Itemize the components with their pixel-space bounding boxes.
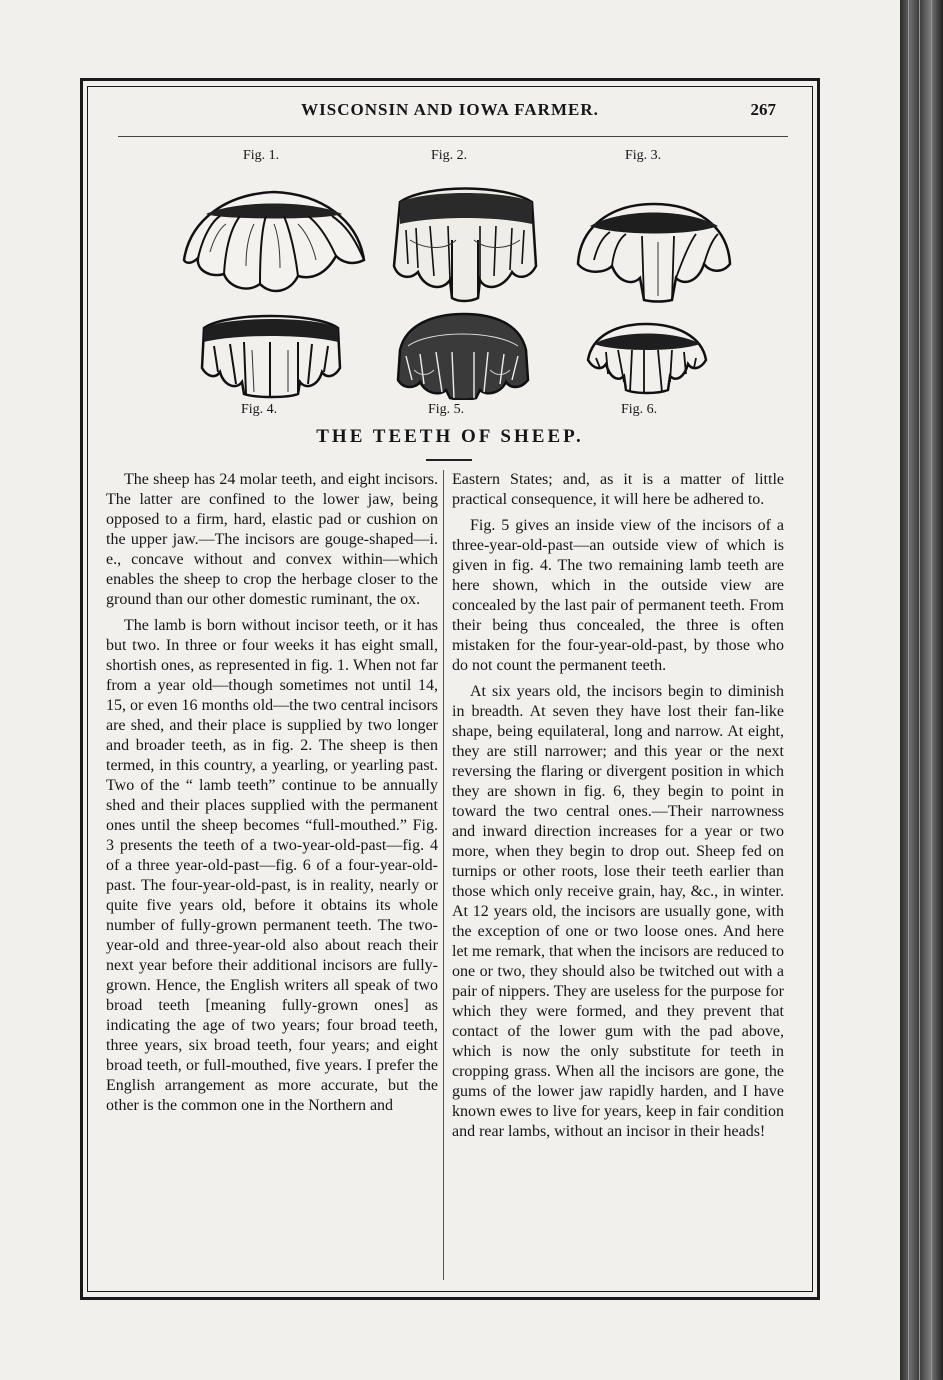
page-number: 267: [750, 100, 776, 119]
header-rule: [118, 136, 788, 137]
fig-3-label: Fig. 3.: [625, 148, 662, 163]
fig-1-teeth-illustration: [176, 180, 372, 302]
fig-4-label: Fig. 4.: [241, 402, 278, 417]
paragraph: The lamb is born without incisor teeth, or it has but two. In three or four weeks it has eight small, shortish ones, as represented in fig. 1. When not far from a year old—though sometimes not until 14, 15, or even 16 months old—the two central incisors are shed, and their place is supplied by two longer and broader teeth, as in fig. 2. The sheep is then termed, in this country, a yearling, or yearling past. Two of the “ lamb teeth” continue to be annually shed and their places supplied with the permanent ones until the sheep becomes “full-mouthed.” Fig. 3 presents the teeth of a two-year-old-past—fig. 4 of a three year-old-past—fig. 6 of a four-year-old-past. The four-year-old-past, is in reality, nearly or quite five years old, before it obtains its whole number of fully-grown permanent teeth. The two-year-old and three-year-old also about reach their next year before their additional incisors are fully-grown. Hence, the English writers all speak of two broad teeth [meaning fully-grown ones] as indicating the age of two years; four broad teeth, three years, six broad teeth, four years; and eight broad teeth, or full-mouthed, five years. I prefer the English arrangement as more accurate, but the other is the common one in the Northern and: [106, 617, 438, 1114]
fig-2-teeth-illustration: [386, 180, 544, 304]
text-column-right: [452, 470, 784, 1142]
paragraph: Fig. 5 gives an inside view of the incisors of a three-year-old-past—an outside view of which is given in fig. 4. The two remaining lamb teeth are here shown, which in the outside view are concealed by the last pair of permanent teeth. From their being thus concealed, the three is often mistaken for the four-year-old-past, by those who do not count the permanent teeth.: [452, 517, 784, 674]
article-title: THE TEETH OF SHEEP.: [316, 426, 584, 447]
fig-2-label: Fig. 2.: [431, 148, 468, 163]
fig-6-label: Fig. 6.: [621, 402, 658, 417]
fig-1-label: Fig. 1.: [243, 148, 280, 163]
paragraph: The sheep has 24 molar teeth, and eight incisors. The latter are confined to the lower jaw, being opposed to a firm, hard, elastic pad or cushion on the upper jaw.—The incisors are gouge-shaped—i. e., concave without and convex within—which enables the sheep to crop the herbage closer to the ground than our other domestic ruminant, the ox.: [106, 471, 438, 608]
running-header: [110, 100, 790, 128]
fig-3-teeth-illustration: [572, 196, 736, 304]
text-column-left: [106, 470, 438, 1116]
book-spine: [900, 0, 943, 1380]
fig-4-teeth-illustration: [196, 306, 346, 400]
fig-5-label: Fig. 5.: [428, 402, 465, 417]
header-title: WISCONSIN AND IOWA FARMER.: [301, 100, 599, 119]
fig-5-teeth-illustration: [390, 310, 536, 400]
paragraph: Eastern States; and, as it is a matter of little practical consequence, it will here be adhered to.: [452, 471, 784, 508]
title-rule: [426, 459, 472, 461]
column-divider: [443, 470, 444, 1280]
fig-6-teeth-illustration: [582, 320, 712, 396]
paragraph: At six years old, the incisors begin to diminish in breadth. At seven they have lost their fan-like shape, being equilateral, long and narrow. At eight, they are still narrower; and this year or the next reversing the flaring or divergent position in which they are shown in fig. 6, they begin to point in toward the two central ones.—Their narrowness and inward direction increases for a year or two more, when they begin to drop out. Sheep fed on turnips or other roots, lose their teeth earlier than those which only receive grain, hay, &c., in winter. At 12 years old, the incisors are usually gone, with the exception of one or two loose ones. And here let me remark, that when the incisors are reduced to one or two, they should also be twitched out with a pair of nippers. They are useless for the purpose for which they were formed, and they prevent that contact of the lower gum with the pad above, which is now the only substitute for teeth in cropping grass. When all the incisors are gone, the gums of the lower jaw rapidly harden, and I have known ewes to live for years, keep in fair condition and rear lambs, without an incisor in their heads!: [452, 683, 784, 1140]
